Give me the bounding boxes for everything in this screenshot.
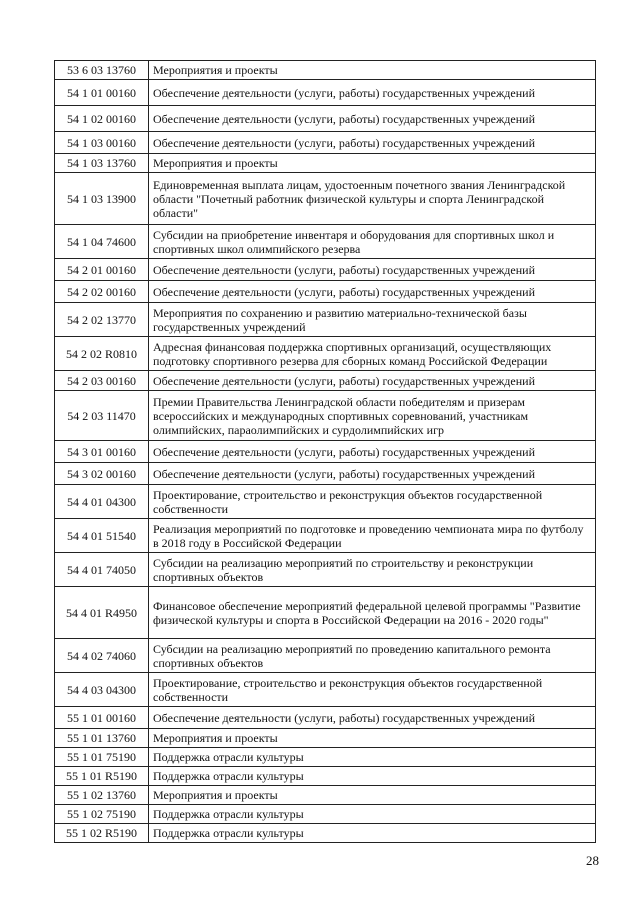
- row-code: 54 3 02 00160: [55, 463, 149, 485]
- row-name: Обеспечение деятельности (услуги, работы) государственных учреждений: [149, 132, 596, 154]
- table-row: [55, 587, 596, 639]
- row-name: Поддержка отрасли культуры: [149, 748, 596, 767]
- row-name: Поддержка отрасли культуры: [149, 805, 596, 824]
- row-code: 54 1 01 00160: [55, 80, 149, 106]
- table-row: [55, 391, 596, 441]
- table-row: [55, 786, 596, 805]
- table-row: [55, 824, 596, 843]
- table-row: [55, 337, 596, 371]
- row-code: 54 2 03 11470: [55, 391, 149, 441]
- table-row: [55, 303, 596, 337]
- table-row: [55, 154, 596, 173]
- row-name: Мероприятия и проекты: [149, 154, 596, 173]
- table-row: [55, 61, 596, 80]
- row-name: Обеспечение деятельности (услуги, работы) государственных учреждений: [149, 707, 596, 729]
- row-name: Поддержка отрасли культуры: [149, 767, 596, 786]
- table-row: [55, 748, 596, 767]
- row-name: Финансовое обеспечение мероприятий федеральной целевой программы "Развитие физической культуры и спорта в Российской Федерации на 2016 - 2020 годы": [149, 587, 596, 639]
- table-row: [55, 441, 596, 463]
- row-code: 54 2 01 00160: [55, 259, 149, 281]
- table-row: [55, 519, 596, 553]
- row-name: Субсидии на приобретение инвентаря и оборудования для спортивных школ и спортивных школ олимпийского резерва: [149, 225, 596, 259]
- row-code: 55 1 01 R5190: [55, 767, 149, 786]
- table-row: [55, 371, 596, 391]
- table-row: [55, 225, 596, 259]
- table-row: [55, 485, 596, 519]
- row-name: Обеспечение деятельности (услуги, работы) государственных учреждений: [149, 371, 596, 391]
- row-code: 54 4 03 04300: [55, 673, 149, 707]
- row-name: Обеспечение деятельности (услуги, работы) государственных учреждений: [149, 106, 596, 132]
- row-name: Единовременная выплата лицам, удостоенным почетного звания Ленинградской области "Почетный работник физической культуры и спорта Ленинградской области": [149, 173, 596, 225]
- row-code: 54 4 01 74050: [55, 553, 149, 587]
- table-row: [55, 463, 596, 485]
- row-name: Поддержка отрасли культуры: [149, 824, 596, 843]
- row-name: Мероприятия и проекты: [149, 61, 596, 80]
- row-code: 55 1 01 75190: [55, 748, 149, 767]
- table-row: [55, 259, 596, 281]
- row-code: 54 2 03 00160: [55, 371, 149, 391]
- table-row: [55, 553, 596, 587]
- row-code: 54 1 03 13760: [55, 154, 149, 173]
- row-name: Обеспечение деятельности (услуги, работы) государственных учреждений: [149, 281, 596, 303]
- table-row: [55, 173, 596, 225]
- budget-codes-table: [54, 60, 596, 843]
- table-row: [55, 281, 596, 303]
- row-code: 55 1 01 13760: [55, 729, 149, 748]
- row-code: 54 4 01 04300: [55, 485, 149, 519]
- row-code: 55 1 02 R5190: [55, 824, 149, 843]
- table-row: [55, 132, 596, 154]
- row-name: Субсидии на реализацию мероприятий по проведению капитального ремонта спортивных объектов: [149, 639, 596, 673]
- row-code: 54 1 04 74600: [55, 225, 149, 259]
- row-code: 54 2 02 R0810: [55, 337, 149, 371]
- table-body: [55, 61, 596, 843]
- row-name: Премии Правительства Ленинградской области победителям и призерам всероссийских и международных спортивных соревнований, участникам олимпийских, параолимпийских и сурдолимпийских игр: [149, 391, 596, 441]
- row-code: 54 1 02 00160: [55, 106, 149, 132]
- row-code: 54 2 02 00160: [55, 281, 149, 303]
- row-name: Проектирование, строительство и реконструкция объектов государственной собственности: [149, 485, 596, 519]
- table-row: [55, 673, 596, 707]
- row-code: 54 4 02 74060: [55, 639, 149, 673]
- row-code: 55 1 02 75190: [55, 805, 149, 824]
- row-name: Мероприятия и проекты: [149, 729, 596, 748]
- table-row: [55, 80, 596, 106]
- row-name: Обеспечение деятельности (услуги, работы) государственных учреждений: [149, 463, 596, 485]
- row-code: 54 4 01 51540: [55, 519, 149, 553]
- row-code: 54 4 01 R4950: [55, 587, 149, 639]
- row-name: Мероприятия по сохранению и развитию материально-технической базы государственных учреждений: [149, 303, 596, 337]
- row-name: Обеспечение деятельности (услуги, работы) государственных учреждений: [149, 80, 596, 106]
- row-code: 54 1 03 13900: [55, 173, 149, 225]
- row-name: Обеспечение деятельности (услуги, работы) государственных учреждений: [149, 441, 596, 463]
- row-name: Проектирование, строительство и реконструкция объектов государственной собственности: [149, 673, 596, 707]
- table-row: [55, 106, 596, 132]
- row-code: 55 1 02 13760: [55, 786, 149, 805]
- row-code: 55 1 01 00160: [55, 707, 149, 729]
- table-row: [55, 767, 596, 786]
- row-code: 54 2 02 13770: [55, 303, 149, 337]
- row-code: 54 1 03 00160: [55, 132, 149, 154]
- table-row: [55, 639, 596, 673]
- table-row: [55, 805, 596, 824]
- row-name: Реализация мероприятий по подготовке и проведению чемпионата мира по футболу в 2018 году в Российской Федерации: [149, 519, 596, 553]
- row-name: Мероприятия и проекты: [149, 786, 596, 805]
- row-code: 53 6 03 13760: [55, 61, 149, 80]
- page-number: 28: [586, 853, 599, 868]
- table-row: [55, 707, 596, 729]
- row-code: 54 3 01 00160: [55, 441, 149, 463]
- row-name: Адресная финансовая поддержка спортивных организаций, осуществляющих подготовку спортивного резерва для сборных команд Российской Федерации: [149, 337, 596, 371]
- row-name: Обеспечение деятельности (услуги, работы) государственных учреждений: [149, 259, 596, 281]
- table-row: [55, 729, 596, 748]
- row-name: Субсидии на реализацию мероприятий по строительству и реконструкции спортивных объектов: [149, 553, 596, 587]
